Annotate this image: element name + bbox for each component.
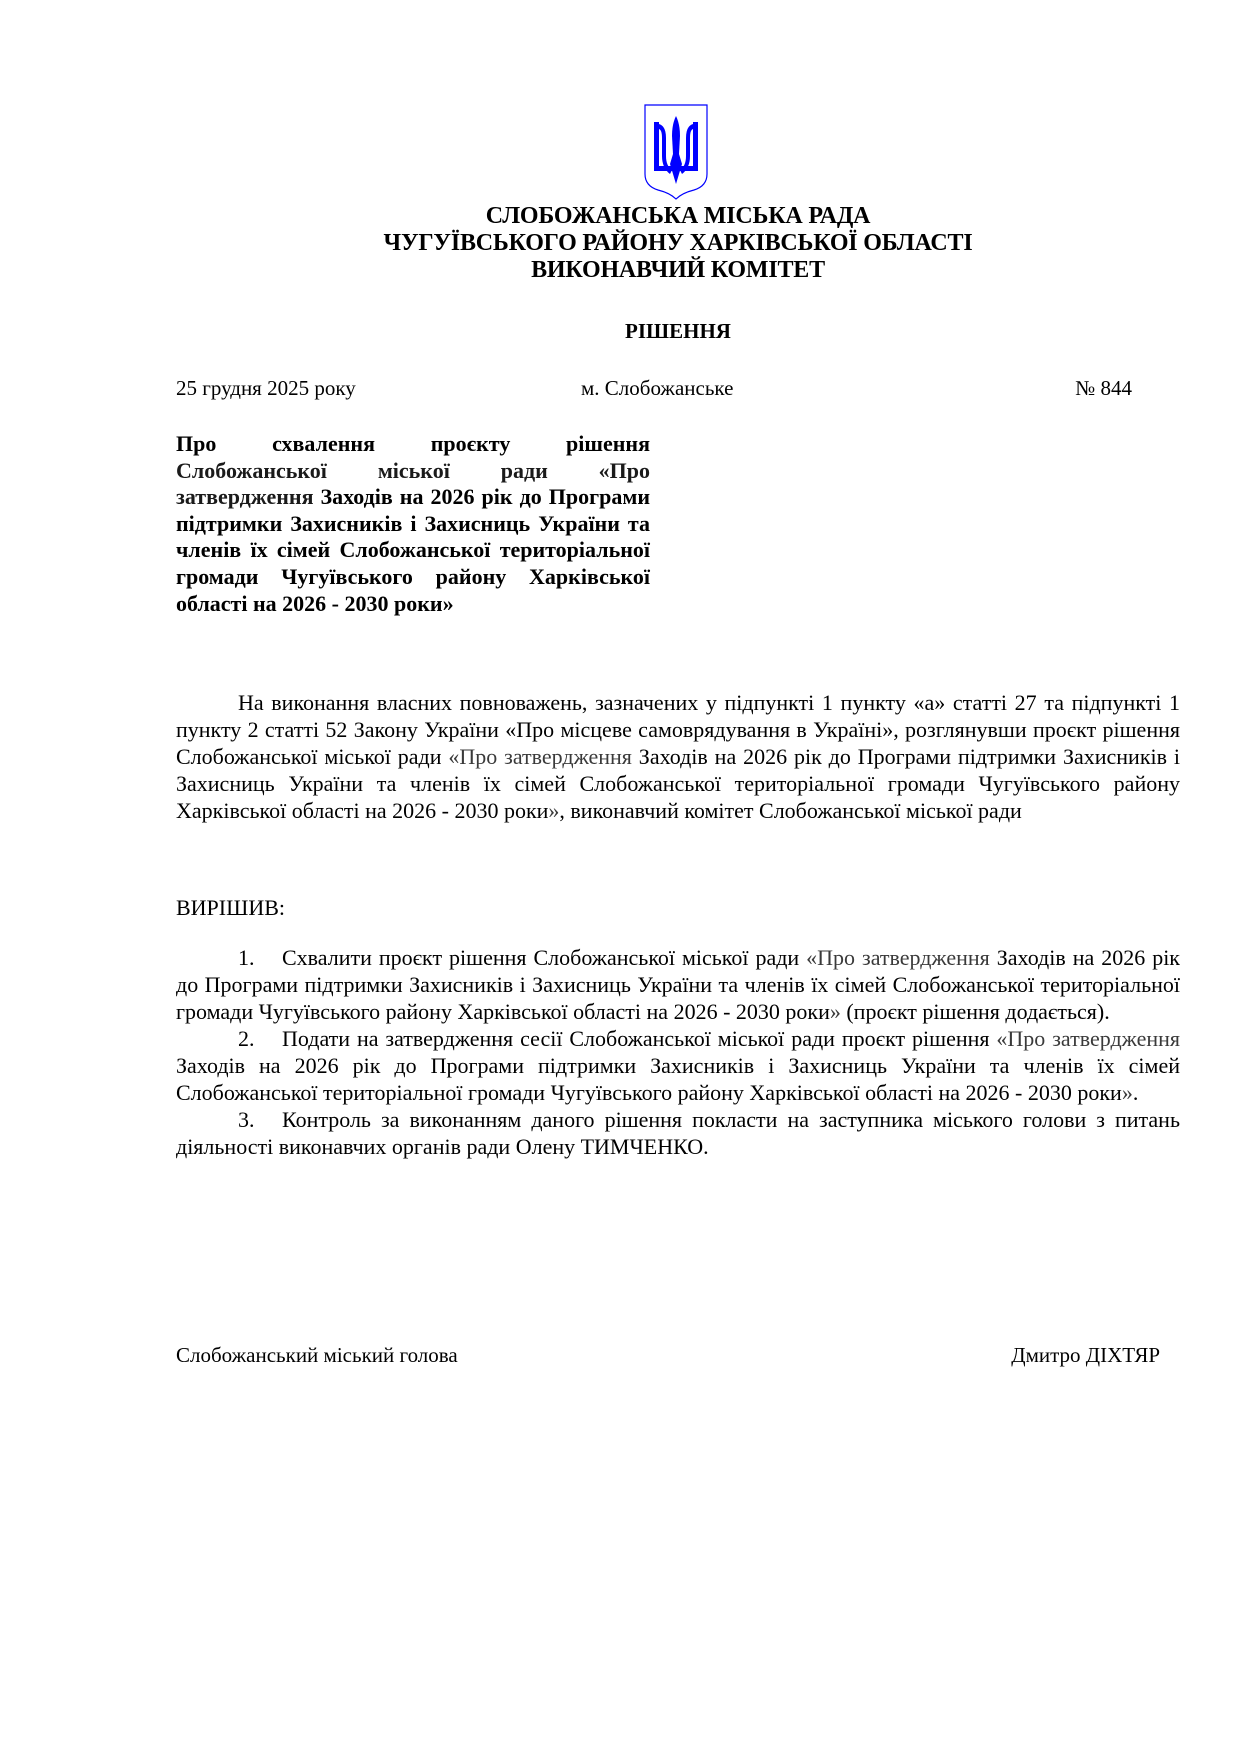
item-text-part-5: (проєкт рішення додається). — [840, 999, 1110, 1024]
resolved-label: ВИРІШИВ: — [176, 895, 285, 920]
signatory-title: Слобожанський міський голова — [176, 1343, 458, 1367]
subject-part-1: Про схвалення проєкту рішення — [176, 431, 650, 456]
item-text-part-2: «Про затвердження — [806, 945, 990, 970]
preamble-part-3: Заходів на 2026 рік до Програми підтримки Захисників і Захисниць України та членів їх сімей Слобожанської територіальної громади Чугуївського району Харківської області на 2026 - 2030 роки — [176, 744, 1180, 823]
document-place: м. Слобожанське — [581, 376, 734, 400]
item-text-part-4: » — [829, 999, 841, 1024]
item-text-part-5: . — [1132, 1080, 1139, 1105]
preamble-part-1: На виконання власних повноважень, зазначених у підпункті 1 пункту «а» статті 27 та підпункті 1 пункту 2 статті 52 Закону України «Про місцеве самоврядування в Україні», розглянувши проєкт рішення Слобожанської міської ради — [176, 690, 1180, 769]
preamble-part-5: , виконавчий комітет Слобожанської міської ради — [559, 798, 1022, 823]
decision-item — [176, 1106, 1180, 1160]
document-date: 25 грудня 2025 року — [176, 376, 356, 400]
decision-subject — [176, 431, 650, 617]
organization-header — [176, 203, 1180, 284]
document-meta — [176, 375, 1132, 403]
coat-of-arms-icon — [644, 104, 708, 200]
item-number: 3. — [238, 1107, 255, 1132]
header-line-council: СЛОБОЖАНСЬКА МІСЬКА РАДА — [485, 203, 871, 229]
decision-item — [176, 1025, 1180, 1106]
item-text-part-2: «Про затвердження — [996, 1026, 1180, 1051]
header-line-committee: ВИКОНАВЧИЙ КОМІТЕТ — [531, 257, 825, 283]
subject-part-2: Слобожанської міської ради «Про затвердження — [176, 457, 650, 510]
item-number: 2. — [238, 1026, 255, 1051]
item-text-part-1: Контроль за виконанням даного рішення покласти на заступника міського голови з питань діяльності виконавчих органів ради Олену ТИМЧЕНКО. — [176, 1107, 1180, 1159]
preamble-paragraph — [176, 689, 1180, 824]
decision-items — [176, 944, 1180, 1160]
item-text-part-1: Схвалити проєкт рішення Слобожанської міської ради — [282, 945, 807, 970]
item-text-part-3: Заходів на 2026 рік до Програми підтримки Захисників і Захисниць України та членів їх сімей Слобожанської територіальної громади Чугуївського району Харківської області на 2026 - 2030 роки — [176, 945, 1180, 1024]
signature-block — [176, 1342, 1160, 1372]
item-text-part-3: Заходів на 2026 рік до Програми підтримки Захисників і Захисниць України та членів їх сімей Слобожанської територіальної громади Чугуївського району Харківської області на 2026 - 2030 роки — [176, 1053, 1180, 1105]
item-text-part-4: » — [1121, 1080, 1133, 1105]
document-number: № 844 — [1075, 376, 1132, 400]
item-number: 1. — [238, 945, 255, 970]
header-line-district: ЧУГУЇВСЬКОГО РАЙОНУ ХАРКІВСЬКОЇ ОБЛАСТІ — [383, 230, 973, 256]
preamble-part-4: » — [548, 798, 560, 823]
item-text-part-1: Подати на затвердження сесії Слобожанської міської ради проєкт рішення — [282, 1026, 997, 1051]
signatory-name: Дмитро ДІХТЯР — [1011, 1343, 1160, 1367]
decision-item — [176, 944, 1180, 1025]
preamble-part-2: «Про затвердження — [448, 744, 632, 769]
subject-part-3: Заходів на 2026 рік до Програми підтримки Захисників і Захисниць України та членів їх сімей Слобожанської територіальної громади Чугуївського району Харківської області на 2026 - 2030 роки» — [176, 484, 650, 616]
document-type-title: РІШЕННЯ — [625, 319, 731, 343]
